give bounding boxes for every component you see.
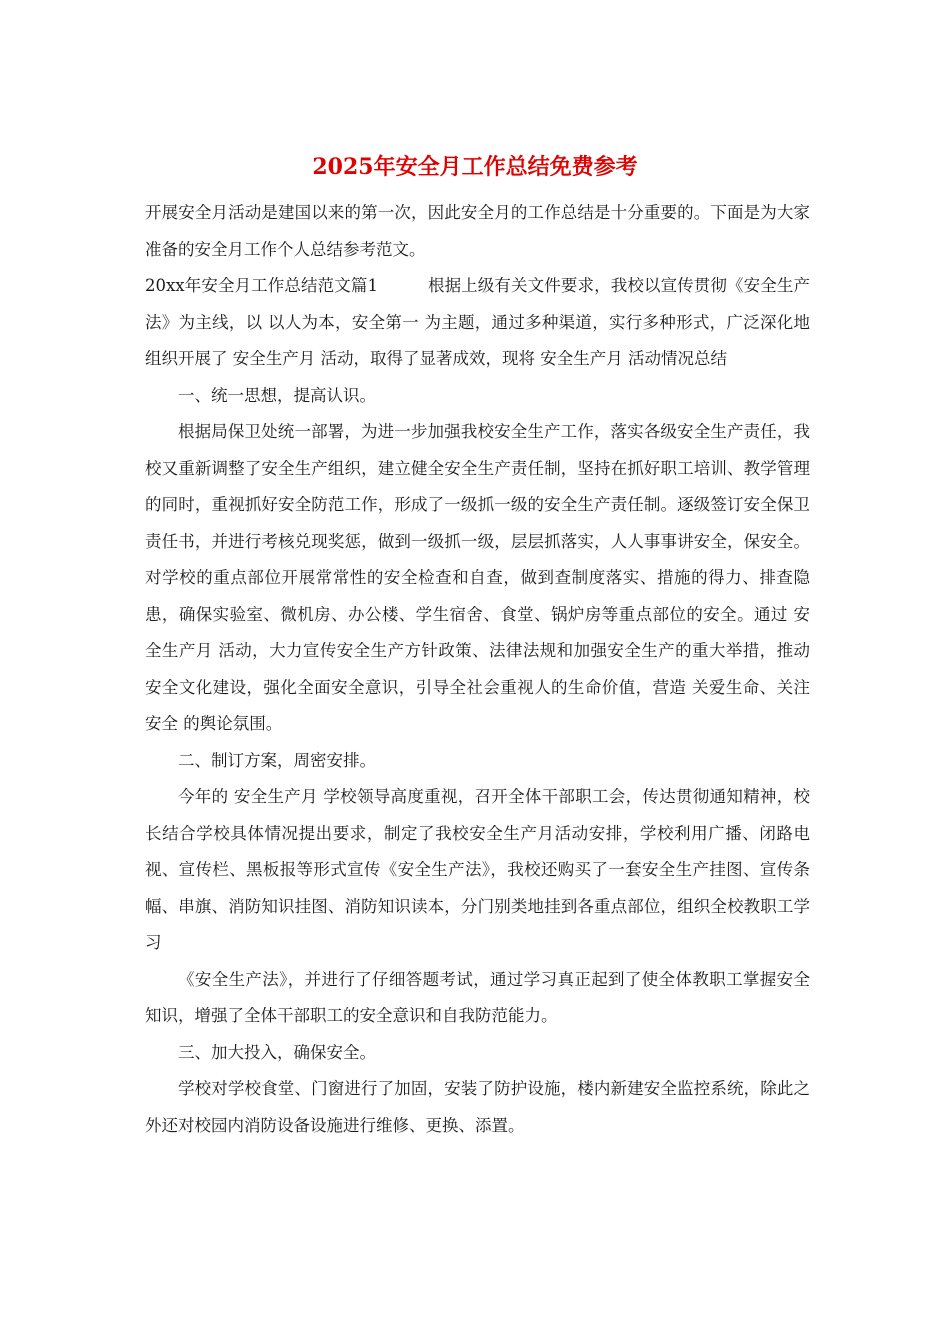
- section-heading-2: 二、制订方案，周密安排。: [178, 750, 376, 770]
- section-3-paragraph: 学校对学校食堂、门窗进行了加固，安装了防护设施，楼内新建安全监控系统，除此之外还对校园内消防设备设施进行维修、更换、添置。: [145, 1079, 810, 1135]
- section-2-paragraph-continued: 《安全生产法》，并进行了仔细答题考试，通过学习真正起到了使全体教职工掌握安全知识，增强了全体干部职工的安全意识和自我防范能力。: [145, 969, 810, 1025]
- intro-paragraph: 开展安全月活动是建国以来的第一次，因此安全月的工作总结是十分重要的。下面是为大家准备的安全月工作个人总结参考范文。: [145, 203, 810, 259]
- section-2-paragraph: 今年的 安全生产月 学校领导高度重视，召开全体干部职工会，传达贯彻通知精神，校长结合学校具体情况提出要求，制定了我校安全生产月活动安排，学校利用广播、闭路电视、宣传栏、黑板报等形式宣传《安全生产法》，我校还购买了一套安全生产挂图、宣传条幅、串旗、消防知识挂图、消防知识读本，分门别类地挂到各重点部位，组织全校教职工学习: [145, 787, 810, 952]
- article-opening-paragraph: 20xx年安全月工作总结范文篇1 根据上级有关文件要求，我校以宣传贯彻《安全生产法》为主线，以 以人为本，安全第一 为主题，通过多种渠道，实行多种形式，广泛深化地组织开展了 安全生产月 活动，取得了显著成效，现将 安全生产月 活动情况总结: [145, 276, 810, 368]
- document-title: 2025年安全月工作总结免费参考: [312, 154, 638, 180]
- section-heading-1: 一、统一思想，提高认识。: [178, 385, 376, 405]
- section-1-paragraph: 根据局保卫处统一部署，为进一步加强我校安全生产工作，落实各级安全生产责任，我校又重新调整了安全生产组织，建立健全安全生产责任制，坚持在抓好职工培训、教学管理的同时，重视抓好安全防范工作，形成了一级抓一级的安全生产责任制。逐级签订安全保卫责任书，并进行考核兑现奖惩，做到一级抓一级，层层抓落实，人人事事讲安全，保安全。对学校的重点部位开展常常性的安全检查和自查，做到查制度落实、措施的得力、排查隐患，确保实验室、微机房、办公楼、学生宿舍、食堂、锅炉房等重点部位的安全。通过 安全生产月 活动，大力宣传安全生产方针政策、法律法规和加强安全生产的重大举措，推动安全文化建设，强化全面安全意识，引导全社会重视人的生命价值，营造 关爱生命、关注安全 的舆论氛围。: [145, 422, 810, 733]
- document-body: [145, 195, 810, 1144]
- section-heading-3: 三、加大投入，确保安全。: [178, 1042, 376, 1062]
